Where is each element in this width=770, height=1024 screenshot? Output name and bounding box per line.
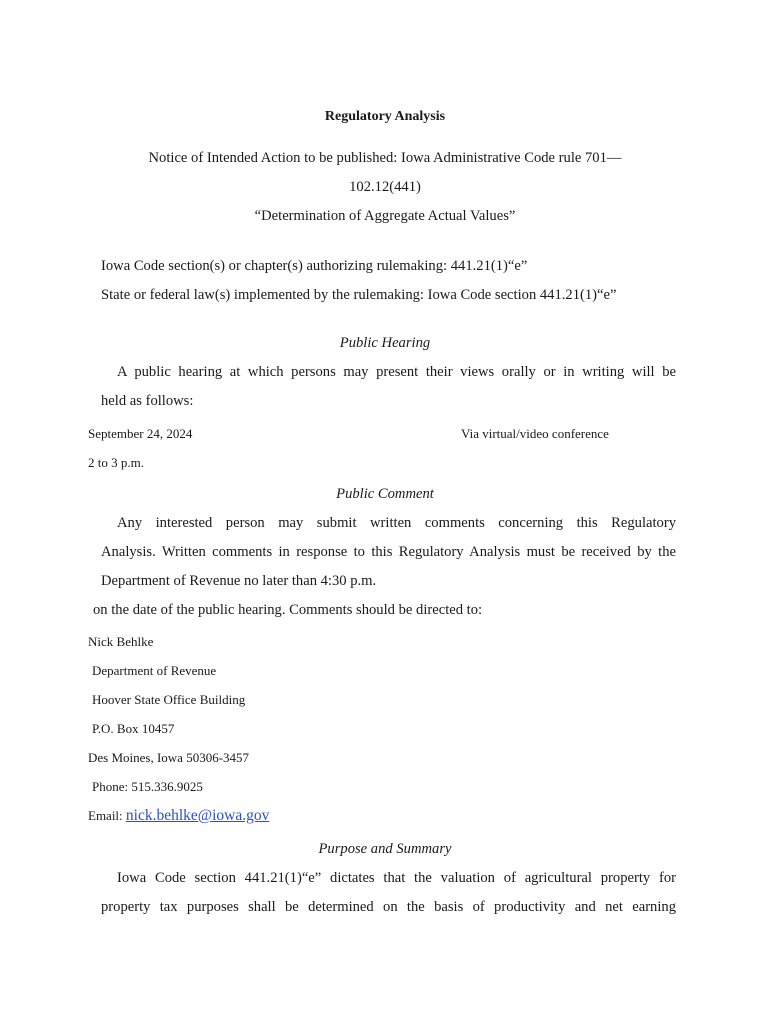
public-comment-line-4: on the date of the public hearing. Comments should be directed to: xyxy=(93,602,483,618)
document-title: Regulatory Analysis xyxy=(324,109,446,124)
purpose-paragraph xyxy=(101,864,676,922)
contact-building: Hoover State Office Building xyxy=(92,692,246,707)
contact-po-box: P.O. Box 10457 xyxy=(92,721,175,736)
notice-line-1: Notice of Intended Action to be published: Iowa Administrative Code rule 701— xyxy=(148,150,622,166)
contact-department: Department of Revenue xyxy=(92,663,217,678)
public-comment-paragraph xyxy=(101,509,676,596)
notice-line-2: 102.12(441) xyxy=(349,179,421,195)
public-comment-line-1: Any interested person may submit written comments concerning this Regulatory xyxy=(117,515,676,531)
purpose-line-2: property tax purposes shall be determined on the basis of productivity and net earning xyxy=(101,899,676,915)
contact-email-link[interactable]: nick.behlke@iowa.gov xyxy=(125,807,270,824)
public-comment-line-2: Analysis. Written comments in response to this Regulatory Analysis must be received by the xyxy=(101,544,676,560)
purpose-line-1: Iowa Code section 441.21(1)“e” dictates that the valuation of agricultural property for xyxy=(117,870,676,886)
contact-city: Des Moines, Iowa 50306-3457 xyxy=(88,750,250,765)
public-hearing-intro-line-1: A public hearing at which persons may present their views orally or in writing will be xyxy=(117,364,676,380)
contact-name: Nick Behlke xyxy=(88,634,154,649)
implemented-law: State or federal law(s) implemented by the rulemaking: Iowa Code section 441.21(1)“e” xyxy=(101,287,617,303)
public-hearing-intro xyxy=(101,358,676,416)
public-hearing-intro-line-2: held as follows: xyxy=(101,393,194,409)
public-comment-line-3: Department of Revenue no later than 4:30 p.m. xyxy=(101,573,377,589)
contact-email-row xyxy=(88,807,269,825)
contact-email-label: Email: xyxy=(88,808,123,823)
purpose-heading: Purpose and Summary xyxy=(318,841,452,857)
hearing-location: Via virtual/video conference xyxy=(461,426,609,441)
authorizing-statute: Iowa Code section(s) or chapter(s) authorizing rulemaking: 441.21(1)“e” xyxy=(101,258,528,274)
contact-phone: Phone: 515.336.9025 xyxy=(92,779,203,794)
public-hearing-heading: Public Hearing xyxy=(339,335,431,351)
rule-title: “Determination of Aggregate Actual Values” xyxy=(254,208,516,224)
hearing-time: 2 to 3 p.m. xyxy=(88,455,144,470)
hearing-date: September 24, 2024 xyxy=(88,426,193,441)
public-comment-heading: Public Comment xyxy=(336,486,434,502)
